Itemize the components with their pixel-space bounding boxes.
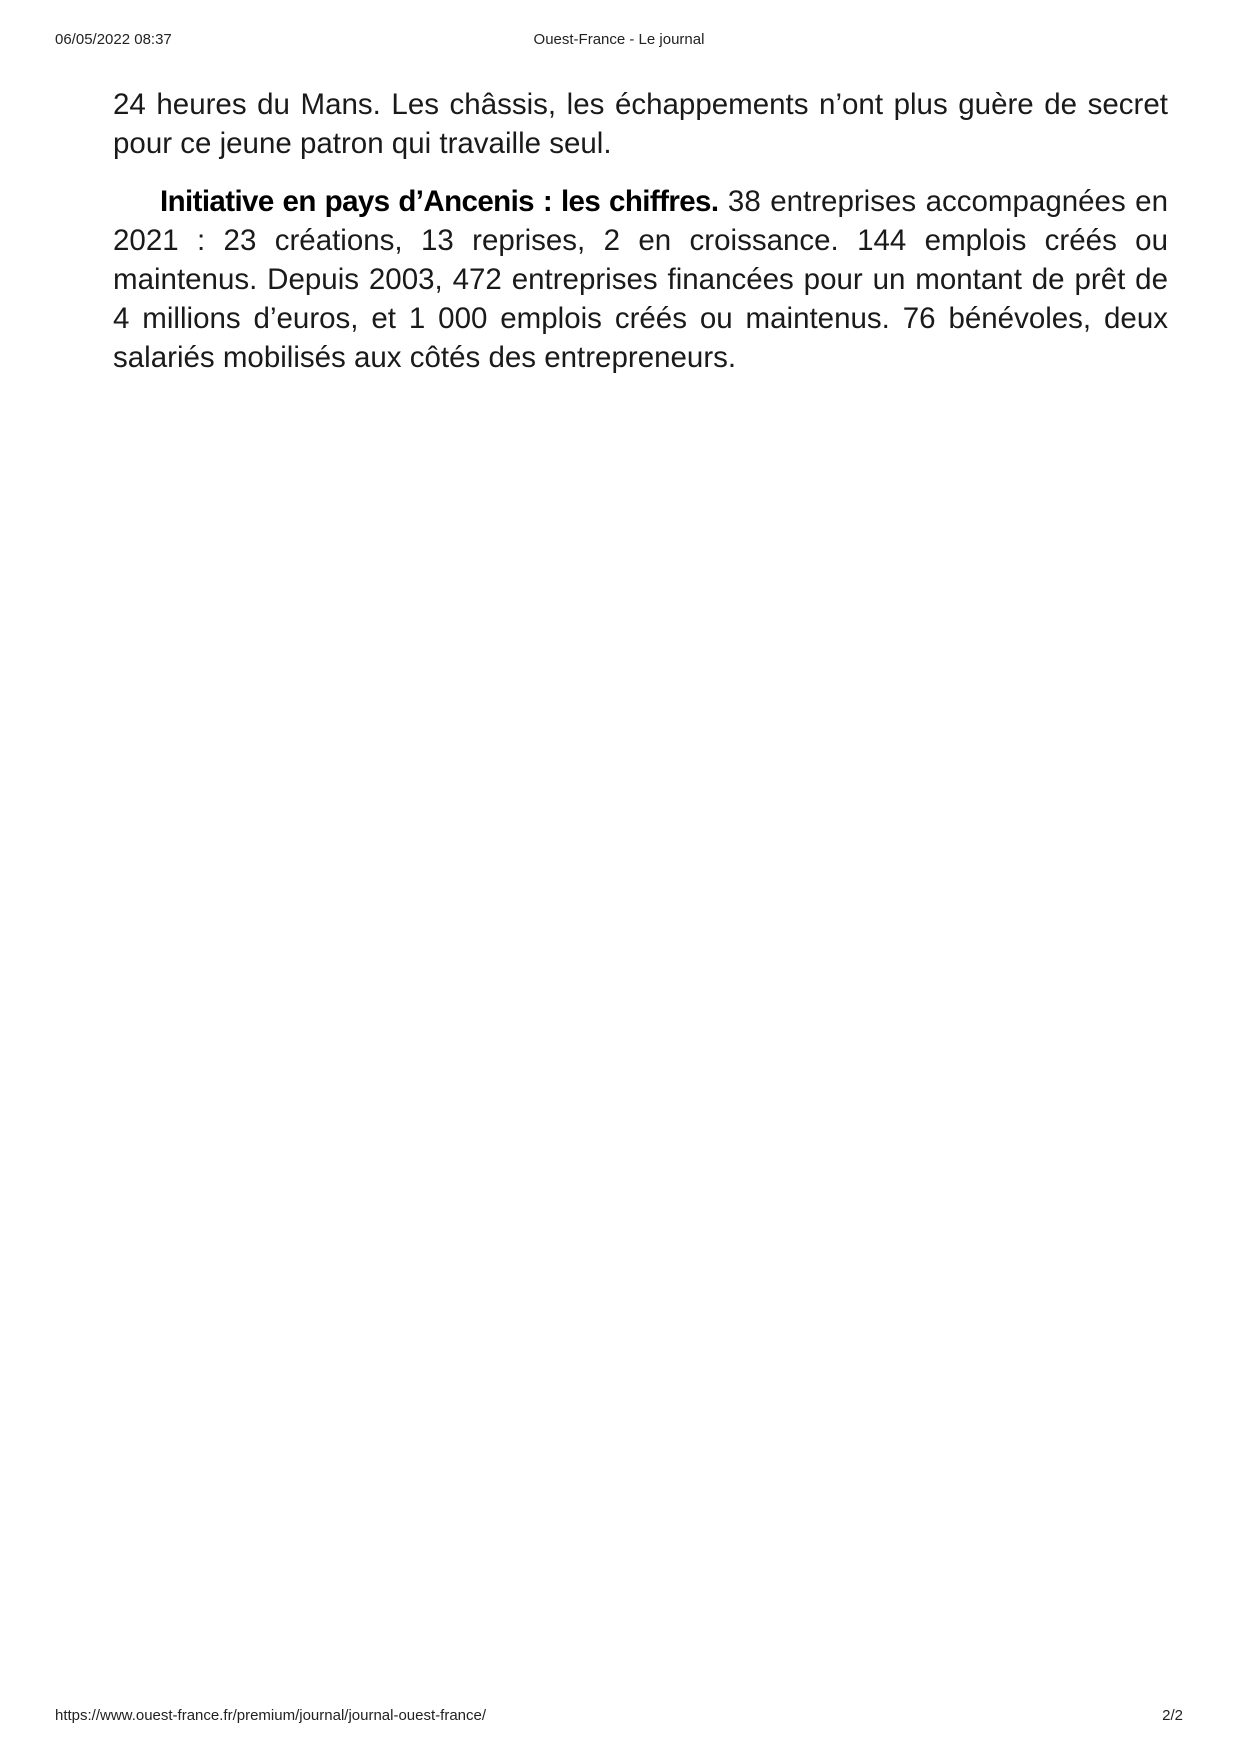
paragraph-body: 38 entreprises accompagnées en 2021 : 23 créations, 13 reprises, 2 en croissance. 144 emplois créés ou maintenus. Depuis 2003, 472 entreprises financées pour un montant de prêt de 4 millions d’euros, et 1 000 emplois créés ou maintenus. 76 bénévoles, deux salariés mobilisés aux côtés des entrepreneurs. [113,185,1168,374]
paragraph-lead-in: Initiative en pays d’Ancenis : les chiffres. [160,185,719,218]
print-footer-page-number: 2/2 [1162,1707,1183,1724]
article-paragraph-2 [113,182,1168,377]
print-footer-url: https://www.ouest-france.fr/premium/journal/journal-ouest-france/ [55,1707,487,1724]
article-body [113,85,1168,377]
article-paragraph-1: 24 heures du Mans. Les châssis, les échappements n’ont plus guère de secret pour ce jeune patron qui travaille seul. [113,88,1168,160]
print-header-title: Ouest-France - Le journal [533,31,705,48]
print-header-datetime: 06/05/2022 08:37 [55,31,172,48]
